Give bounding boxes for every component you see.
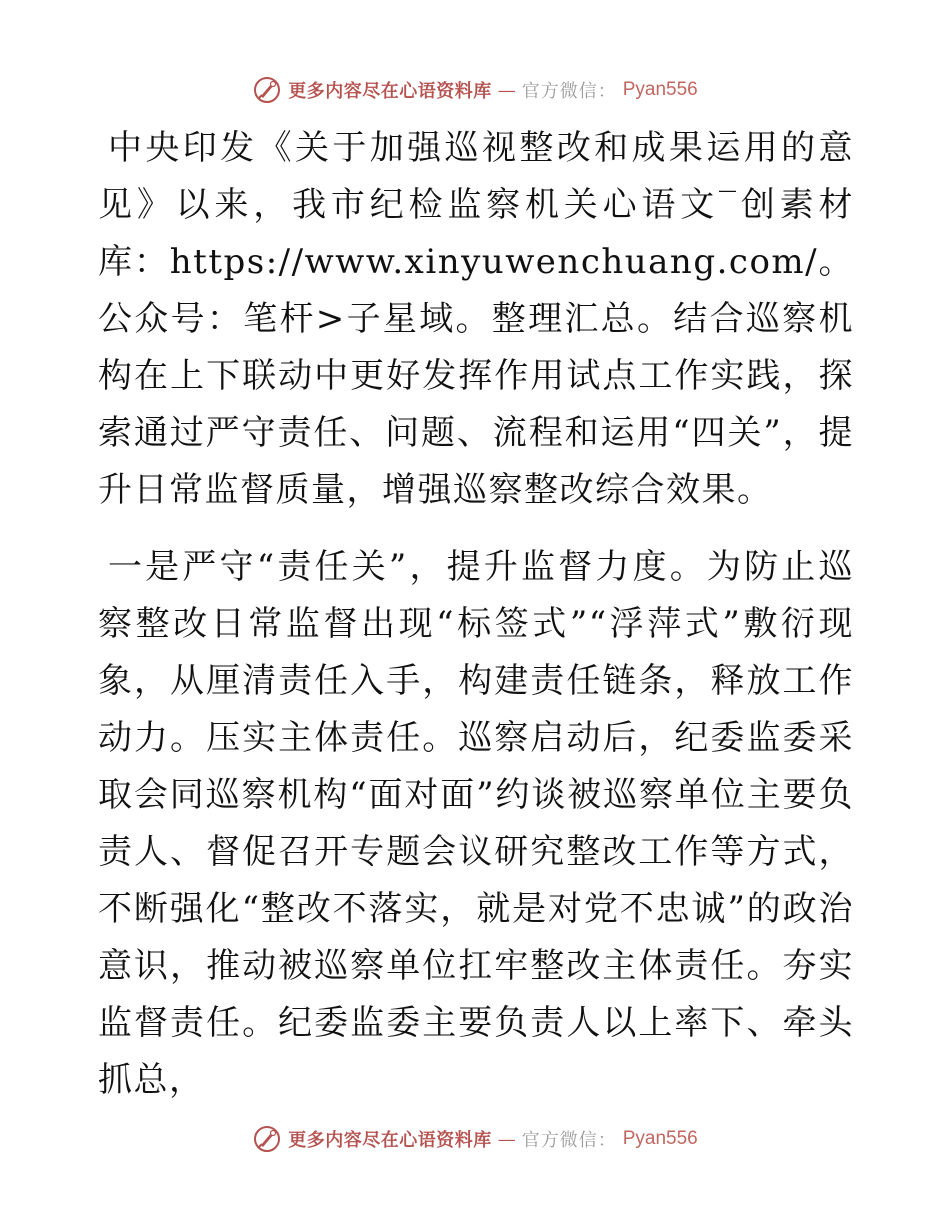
quill-pen-seal-icon (252, 1124, 282, 1154)
banner-main-text: 更多内容尽在心语资料库 (288, 81, 492, 102)
banner-dash: — (497, 79, 516, 101)
banner-wechat-id: Pyan556 (622, 1128, 698, 1149)
footer-watermark-banner (0, 1121, 950, 1157)
banner-dash: — (497, 1128, 516, 1150)
paragraph-point-one: 一是严守“责任关”，提升监督力度。为防止巡察整改日常监督出现“标签式”“浮萍式”敷衍现象，从厘清责任入手，构建责任链条，释放工作动力。压实主体责任。巡察启动后，纪委监委采取会同巡察机构“面对面”约谈被巡察单位主要负责人、督促召开专题会议研究整改工作等方式，不断强化“整改不落实，就是对党不忠诚”的政治意识，推动被巡察单位扛牢整改主体责任。夯实监督责任。纪委监委主要负责人以上率下、牵头抓总， (98, 547, 854, 1100)
banner-wechat-label: 官方微信： (521, 1130, 617, 1151)
header-watermark-banner (0, 72, 950, 108)
quill-pen-seal-icon (252, 75, 282, 105)
banner-main-text: 更多内容尽在心语资料库 (288, 1130, 492, 1151)
banner-wechat-id: Pyan556 (622, 79, 698, 100)
banner-wechat-label: 官方微信： (521, 81, 617, 102)
document-body (98, 120, 854, 1109)
paragraph-intro: 中央印发《关于加强巡视整改和成果运用的意见》以来，我市纪检监察机关心语文‾创素材库：https://www.xinyuwenchuang.com/。公众号：笔杆>子星域。整理汇总。结合巡察机构在上下联动中更好发挥作用试点工作实践，探索通过严守责任、问题、流程和运用“四关”，提升日常监督质量，增强巡察整改综合效果。 (98, 128, 854, 510)
